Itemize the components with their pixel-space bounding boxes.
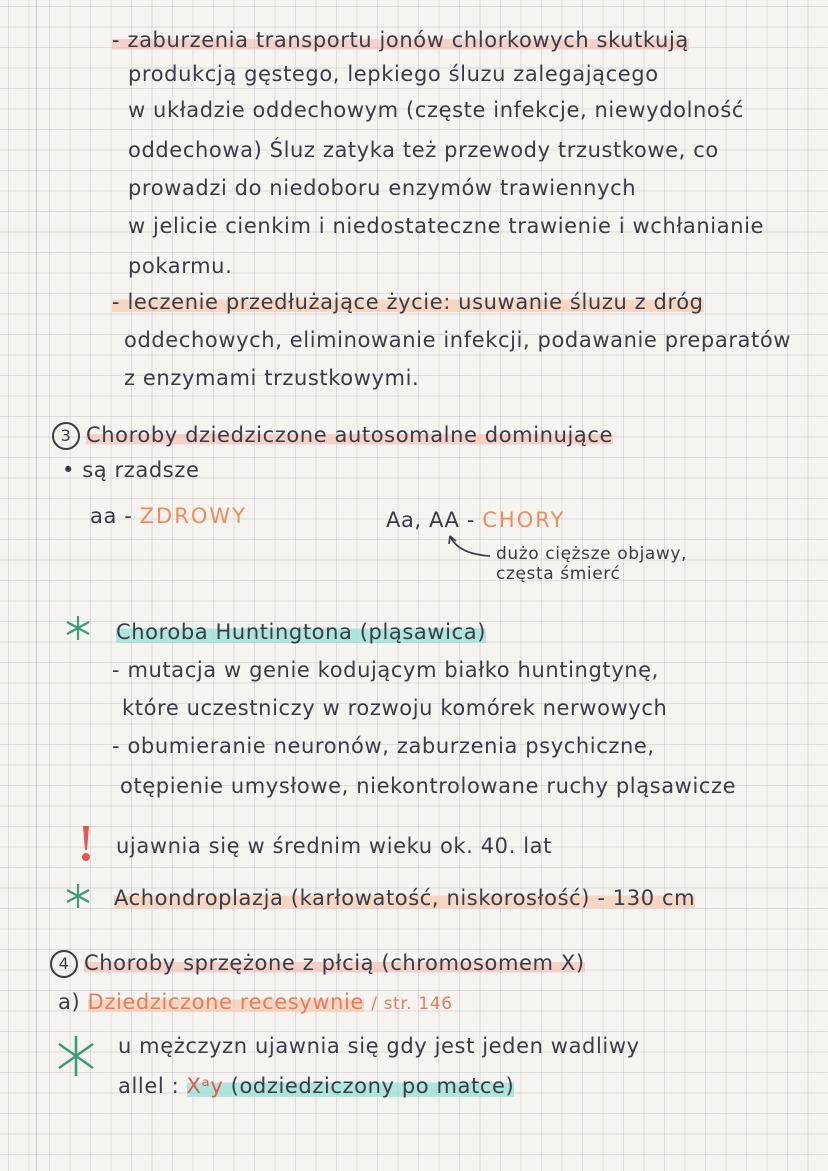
achondroplasia-line: Achondroplazja (karłowatość, niskorosłość) - 130 cm — [114, 886, 696, 910]
genotype-xay: Xᵃy — [186, 1074, 224, 1098]
line-1: - zaburzenia transportu jonów chlorkowych skutkują — [112, 28, 689, 52]
subsection-a — [58, 992, 453, 1013]
section-3-title: Choroby dziedziczone autosomalne dominujące — [86, 423, 614, 447]
exclamation-icon — [78, 824, 94, 864]
note-line-1: dużo cięższe objawy, — [496, 544, 688, 564]
label-healthy: ZDROWY — [139, 504, 247, 528]
note-line-2: częsta śmierć — [496, 564, 621, 584]
allel-note: (odziedziczony po matce) — [230, 1074, 515, 1098]
m-line-2 — [118, 1076, 514, 1097]
line-10: z enzymami trzustkowymi. — [124, 366, 420, 390]
arrow-icon — [446, 532, 496, 562]
h-line-1: - mutacja w genie kodującym białko huntingtynę, — [112, 658, 659, 682]
line-5: prowadzi do niedoboru enzymów trawiennych — [128, 176, 637, 200]
circle-number-icon: 3 — [52, 422, 80, 450]
line-3: w układzie oddechowym (częste infekcje, niewydolność — [128, 98, 745, 122]
text-line — [114, 888, 695, 909]
genotype-healthy — [90, 506, 247, 527]
line-12: • są rzadsze — [62, 458, 200, 482]
genotype-aa: aa - — [90, 504, 133, 528]
page-reference: / str. 146 — [371, 994, 453, 1014]
genotype-sick — [386, 510, 565, 531]
huntington-title: Choroba Huntingtona (pląsawica) — [116, 620, 487, 644]
label-sick: CHORY — [482, 508, 566, 532]
h-line-3: - obumieranie neuronów, zaburzenia psychiczne, — [112, 734, 655, 758]
allel-formula — [187, 1074, 515, 1098]
circle-number-icon: 4 — [50, 950, 78, 978]
subsection-a-title: Dziedziczone recesywnie — [87, 990, 364, 1014]
star-icon — [64, 614, 92, 642]
line-4: oddechowa) Śluz zatyka też przewody trzustkowe, co — [128, 138, 719, 162]
m-line-1: u mężczyzn ujawnia się gdy jest jeden wadliwy — [118, 1034, 640, 1058]
line-2: produkcją gęstego, lepkiego śluzu zalegającego — [128, 62, 659, 86]
h-line-4: otępienie umysłowe, niekontrolowane ruchy pląsawicze — [120, 774, 737, 798]
h-line-5: ujawnia się w średnim wieku ok. 40. lat — [116, 834, 552, 858]
text-line — [112, 292, 704, 313]
section-4-heading — [50, 950, 585, 978]
line-6: w jelicie cienkim i niedostateczne trawienie i wchłanianie — [128, 214, 765, 238]
section-4-title: Choroby sprzężone z płcią (chromosomem X) — [84, 951, 585, 975]
h-line-2: które uczestniczy w rozwoju komórek nerwowych — [122, 696, 668, 720]
star-icon — [64, 882, 92, 910]
margin-line — [36, 0, 37, 1171]
section-3-heading — [52, 422, 613, 450]
line-9: oddechowych, eliminowanie infekcji, podawanie preparatów — [124, 328, 792, 352]
allel-label: allel : — [118, 1074, 180, 1098]
text-line — [116, 622, 486, 643]
line-8: - leczenie przedłużające życie: usuwanie śluzu z dróg — [112, 290, 704, 314]
star-icon — [56, 1034, 96, 1078]
text-line — [112, 30, 689, 51]
genotype-Aa: Aa, AA - — [386, 508, 475, 532]
line-7: pokarmu. — [128, 254, 233, 278]
subsection-a-letter: a) — [58, 990, 81, 1014]
